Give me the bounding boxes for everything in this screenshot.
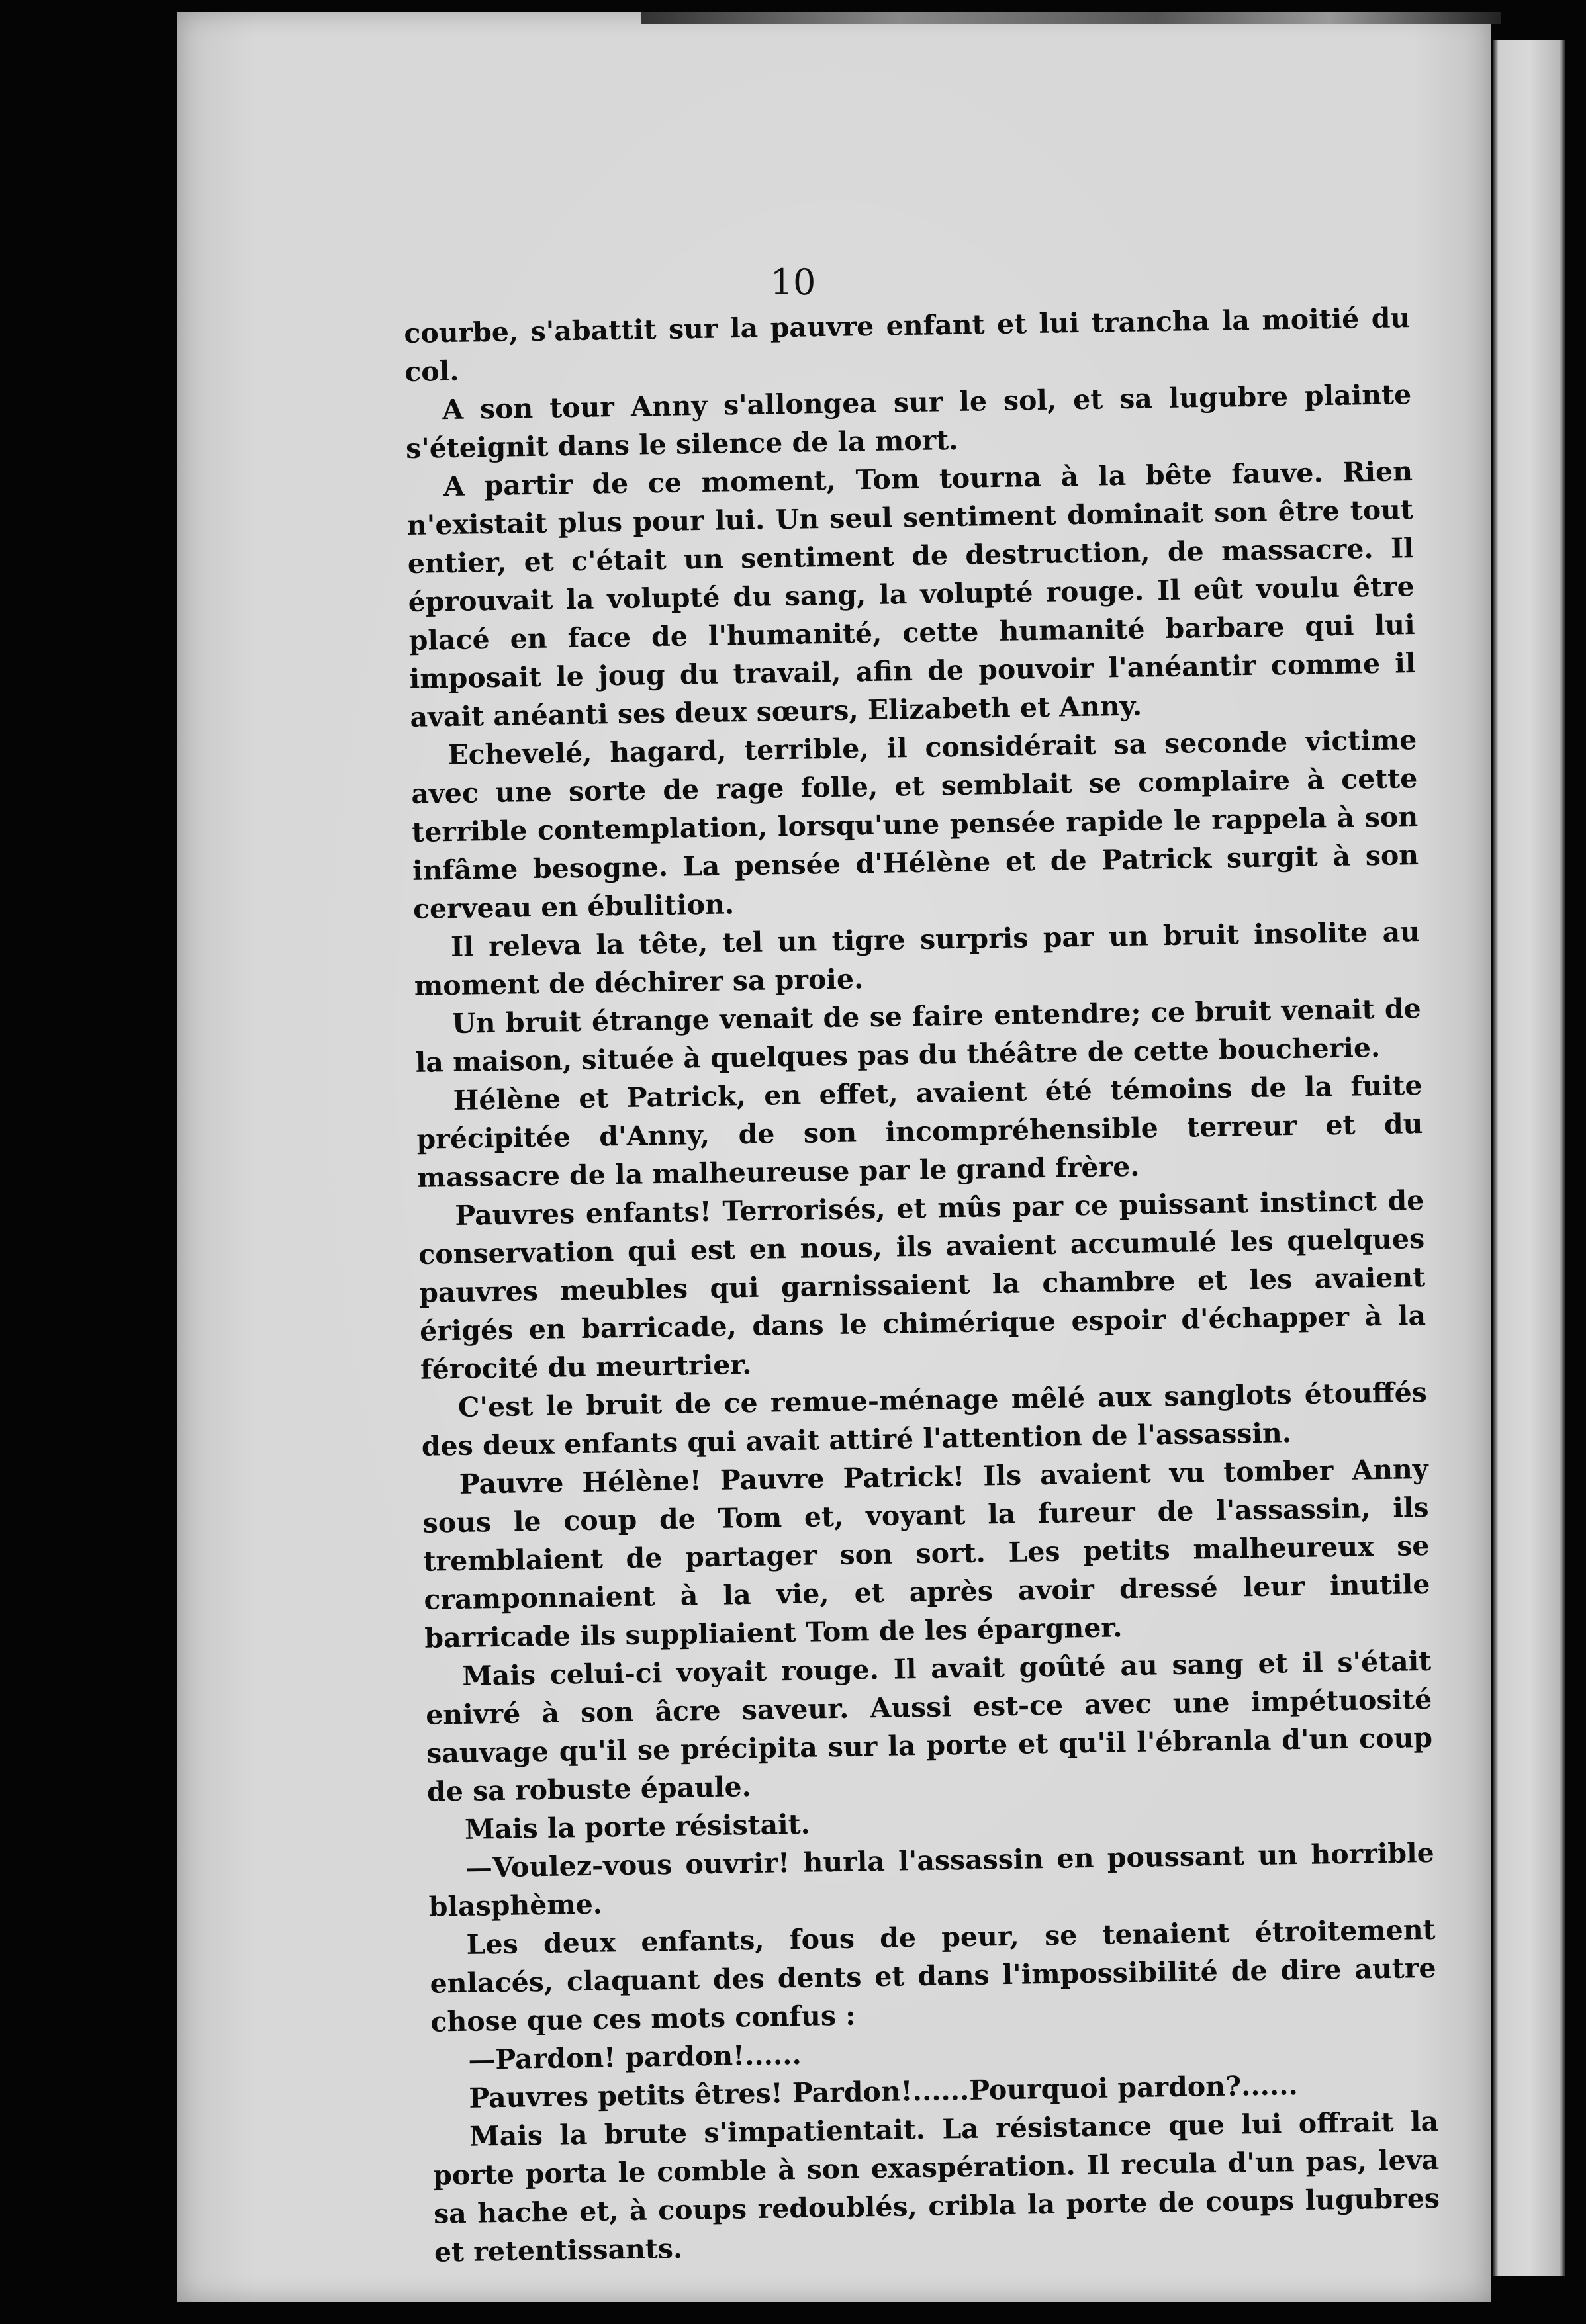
paragraph: A partir de ce moment, Tom tourna à la bête fauve. Rien n'existait plus pour lui. Un seul sentiment dominait son être tout entier, et c'était un sentiment de destruction, de massacre. Il éprouvait la volupté du sang, la volupté rouge. Il eût voulu être placé en face de l'humanité, cette humanité barbare qui lui imposait le joug du travail, afin de pouvoir l'anéantir comme il avait anéanti ses deux sœurs, Elizabeth et Anny. <box>406 455 1416 733</box>
paragraph: Mais celui-ci voyait rouge. Il avait goûté au sang et il s'était enivré à son âcre saveur. Aussi est-ce avec une impétuosité sauvage qu'il se précipita sur la porte et qu'il l'ébranla d'un coup de sa robuste épaule. <box>425 1644 1433 1808</box>
binding-strip <box>641 12 1501 24</box>
paragraph: Un bruit étrange venait de se faire entendre; ce bruit venait de la maison, située à quelques pas du théâtre de cette boucherie. <box>415 992 1422 1079</box>
paragraph: courbe, s'abattit sur la pauvre enfant et lui trancha la moitié du col. <box>404 302 1411 388</box>
paragraph: Echevelé, hagard, terrible, il considérait sa seconde victime avec une sorte de rage folle, et semblait se complaire à cette terrible contemplation, lorsqu'une pensée rapide le rappela à son infâme besogne. La pensée d'Hélène et de Patrick surgit à son cerveau en ébulition. <box>411 724 1419 925</box>
next-leaf-edge <box>1493 40 1565 2276</box>
paragraph: C'est le bruit de ce remue-ménage mêlé aux sanglots étouffés des deux enfants qui avait attiré l'attention de l'assassin. <box>421 1376 1428 1462</box>
page-number: 10 <box>770 261 816 303</box>
paragraph: —Voulez-vous ouvrir! hurla l'assassin en poussant un horrible blasphème. <box>428 1836 1435 1923</box>
paragraph: —Pardon! pardon!...... <box>468 2038 802 2076</box>
paragraph: Il releva la tête, tel un tigre surpris par un bruit insolite au moment de déchirer sa proie. <box>414 916 1421 1002</box>
paragraph: A son tour Anny s'allongea sur le sol, et sa lugubre plainte s'éteignit dans le silence de la mort. <box>405 379 1412 465</box>
paragraph: Pauvres petits êtres! Pardon!......Pourquoi pardon?...... <box>468 2069 1299 2114</box>
paragraph: Les deux enfants, fous de peur, se tenaient étroitement enlacés, claquant des dents et dans l'impossibilité de dire autre chose que ces mots confus : <box>430 1913 1436 2038</box>
paragraph: Hélène et Patrick, en effet, avaient été témoins de la fuite précipitée d'Anny, de son incompréhensible terreur et du massacre de la malheureuse par le grand frère. <box>416 1069 1423 1194</box>
paragraph: Pauvre Hélène! Pauvre Patrick! Ils avaient vu tomber Anny sous le coup de Tom et, voyant la fureur de l'assassin, ils tremblaient de partager son sort. Les petits malheureux se cramponnaient à la vie, et après avoir dressé leur inutile barricade ils suppliaient Tom de les épargner. <box>422 1452 1430 1654</box>
body-text <box>404 298 1440 2272</box>
paragraph: Mais la porte résistait. <box>464 1808 811 1846</box>
paragraph: Mais la brute s'impatientait. La résistance que lui offrait la porte porta le comble à son exaspération. Il recula d'un pas, leva sa hache et, à coups redoublés, cribla la porte de coups lugubres et retentissants. <box>432 2105 1440 2268</box>
paragraph: Pauvres enfants! Terrorisés, et mûs par ce puissant instinct de conservation qui est en nous, ils avaient accumulé les quelques pauvres meubles qui garnissaient la chambre et les avaient érigés en barricade, dans le chimérique espoir d'échapper à la férocité du meurtrier. <box>418 1184 1426 1386</box>
